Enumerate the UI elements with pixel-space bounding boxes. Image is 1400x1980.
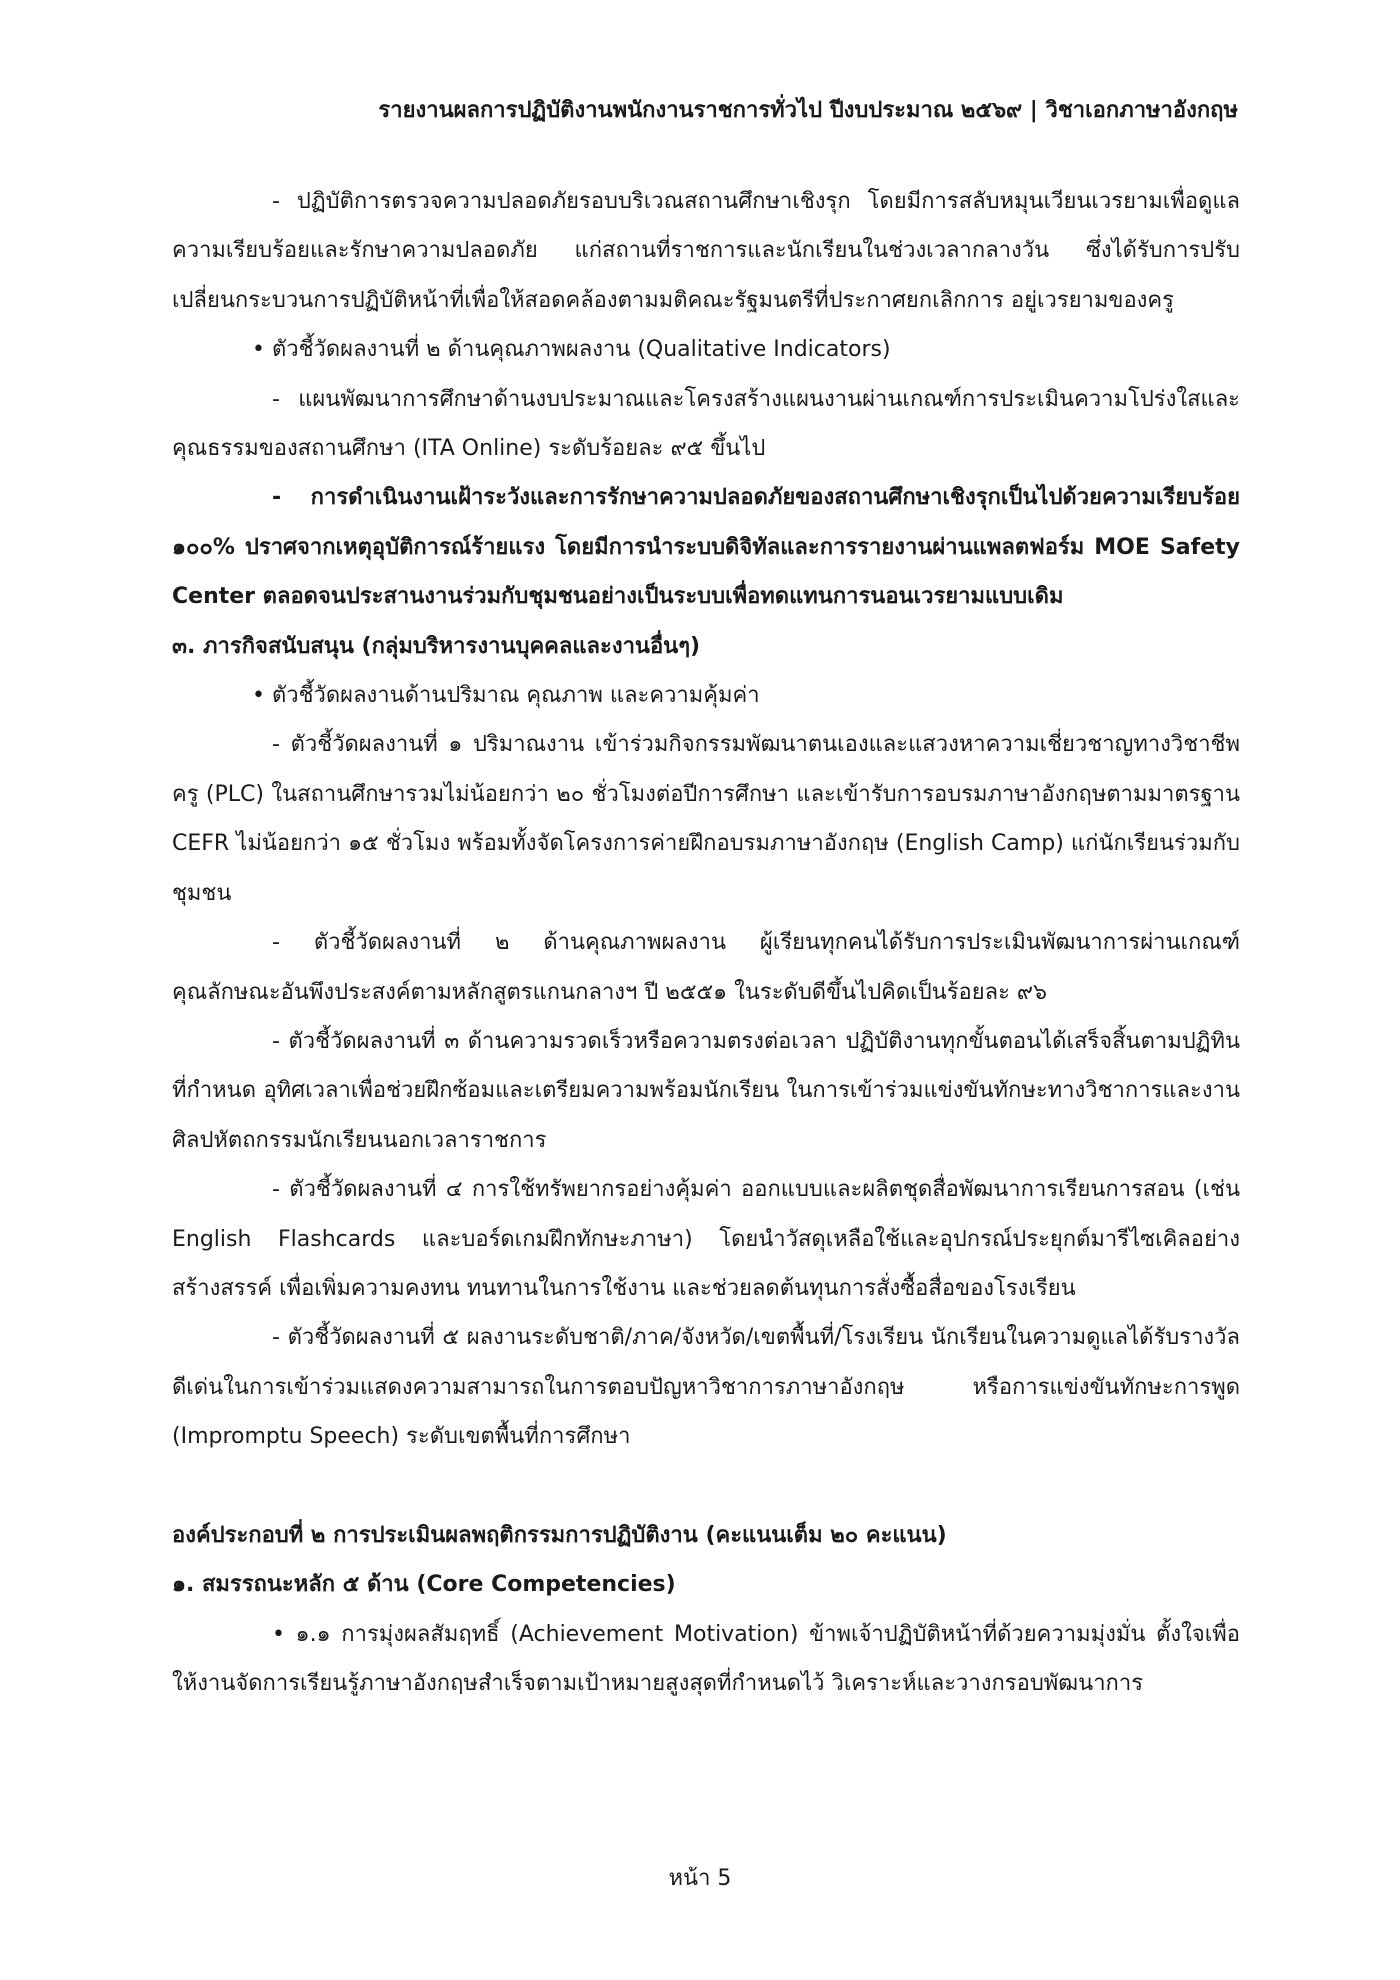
paragraph-gap: [172, 1462, 1240, 1511]
paragraph-indicator-4: - ตัวชี้วัดผลงานที่ ๔ การใช้ทรัพยากรอย่างคุ้มค่า ออกแบบและผลิตชุดสื่อพัฒนาการเรียนการสอน (เช่น English Flashcards และบอร์ดเกมฝึกทักษะภาษา) โดยนำวัสดุเหลือใช้และอุปกรณ์ประยุกต์มารีไซเคิลอย่างสร้างสรรค์ เพื่อเพิ่มความคงทน ทนทานในการใช้งาน และช่วยลดต้นทุนการสั่งซื้อสื่อของโรงเรียน: [172, 1177, 1240, 1301]
paragraph-indicator-2: - ตัวชี้วัดผลงานที่ ๒ ด้านคุณภาพผลงาน ผู้เรียนทุกคนได้รับการประเมินพัฒนาการผ่านเกณฑ์คุณลักษณะอันพึงประสงค์ตามหลักสูตรแกนกลางฯ ปี ๒๕๕๑ ในระดับดีขึ้นไปคิดเป็นร้อยละ ๙๖: [172, 930, 1240, 1005]
bullet-support-indicators: • ตัวชี้วัดผลงานด้านปริมาณ คุณภาพ และความคุ้มค่า: [252, 683, 760, 709]
bullet-indicator-2-heading: • ตัวชี้วัดผลงานที่ ๒ ด้านคุณภาพผลงาน (Qualitative Indicators): [252, 337, 891, 363]
paragraph-safety-patrol: - ปฏิบัติการตรวจความปลอดภัยรอบบริเวณสถานศึกษาเชิงรุก โดยมีการสลับหมุนเวียนเวรยามเพื่อดูแลความเรียบร้อยและรักษาความปลอดภัย แก่สถานที่ราชการและนักเรียนในช่วงเวลากลางวัน ซึ่งได้รับการปรับเปลี่ยนกระบวนการปฏิบัติหน้าที่เพื่อให้สอดคล้องตามมติคณะรัฐมนตรีที่ประกาศยกเลิกการ อยู่เวรยามของครู: [172, 189, 1240, 313]
document-body: [172, 177, 1240, 1709]
section-heading-component-2: องค์ประกอบที่ ๒ การประเมินผลพฤติกรรมการปฏิบัติงาน (คะแนนเต็ม ๒๐ คะแนน): [172, 1522, 947, 1548]
paragraph-indicator-3: - ตัวชี้วัดผลงานที่ ๓ ด้านความรวดเร็วหรือความตรงต่อเวลา ปฏิบัติงานทุกขั้นตอนได้เสร็จสิ้นตามปฏิทินที่กำหนด อุทิศเวลาเพื่อช่วยฝึกซ้อมและเตรียมความพร้อมนักเรียน ในการเข้าร่วมแข่งขันทักษะทางวิชาการและงานศิลปหัตถกรรมนักเรียนนอกเวลาราชการ: [172, 1028, 1240, 1153]
section-heading-support-mission: ๓. ภารกิจสนับสนุน (กลุ่มบริหารงานบุคคลและงานอื่นๆ): [172, 633, 701, 659]
page-number: หน้า 5: [668, 1866, 732, 1891]
section-heading-core-competencies: ๑. สมรรถนะหลัก ๕ ด้าน (Core Competencies): [172, 1572, 676, 1598]
paragraph-achievement-motivation: • ๑.๑ การมุ่งผลสัมฤทธิ์ (Achievement Motivation) ข้าพเจ้าปฏิบัติหน้าที่ด้วยความมุ่งมั่น ตั้งใจเพื่อให้งานจัดการเรียนรู้ภาษาอังกฤษสำเร็จตามเป้าหมายสูงสุดที่กำหนดไว้ วิเคราะห์และวางกรอบพัฒนาการ: [172, 1621, 1240, 1697]
paragraph-safety-center-bold: - การดำเนินงานเฝ้าระวังและการรักษาความปลอดภัยของสถานศึกษาเชิงรุกเป็นไปด้วยความเรียบร้อย ๑๐๐% ปราศจากเหตุอุบัติการณ์ร้ายแรง โดยมีการนำระบบดิจิทัลและการรายงานผ่านแพลตฟอร์ม MOE Safety Center ตลอดจนประสานงานร่วมกับชุมชนอย่างเป็นระบบเพื่อทดแทนการนอนเวรยามแบบเดิม: [172, 485, 1240, 610]
paragraph-indicator-1: - ตัวชี้วัดผลงานที่ ๑ ปริมาณงาน เข้าร่วมกิจกรรมพัฒนาตนเองและแสวงหาความเชี่ยวชาญทางวิชาชีพครู (PLC) ในสถานศึกษารวมไม่น้อยกว่า ๒๐ ชั่วโมงต่อปีการศึกษา และเข้ารับการอบรมภาษาอังกฤษตามมาตรฐาน CEFR ไม่น้อยกว่า ๑๕ ชั่วโมง พร้อมทั้งจัดโครงการค่ายฝึกอบรมภาษาอังกฤษ (English Camp) แก่นักเรียนร่วมกับชุมชน: [172, 732, 1240, 906]
page-header: รายงานผลการปฏิบัติงานพนักงานราชการทั่วไป ปีงบประมาณ ๒๕๖๙ | วิชาเอกภาษาอังกฤษ: [378, 98, 1238, 123]
paragraph-ita-online: - แผนพัฒนาการศึกษาด้านงบประมาณและโครงสร้างแผนงานผ่านเกณฑ์การประเมินความโปร่งใสและคุณธรรมของสถานศึกษา (ITA Online) ระดับร้อยละ ๙๕ ขึ้นไป: [172, 386, 1240, 462]
paragraph-indicator-5: - ตัวชี้วัดผลงานที่ ๕ ผลงานระดับชาติ/ภาค/จังหวัด/เขตพื้นที่/โรงเรียน นักเรียนในความดูแลได้รับรางวัลดีเด่นในการเข้าร่วมแสดงความสามารถในการตอบปัญหาวิชาการภาษาอังกฤษ หรือการแข่งขันทักษะการพูด (Impromptu Speech) ระดับเขตพื้นที่การศึกษา: [172, 1325, 1240, 1450]
